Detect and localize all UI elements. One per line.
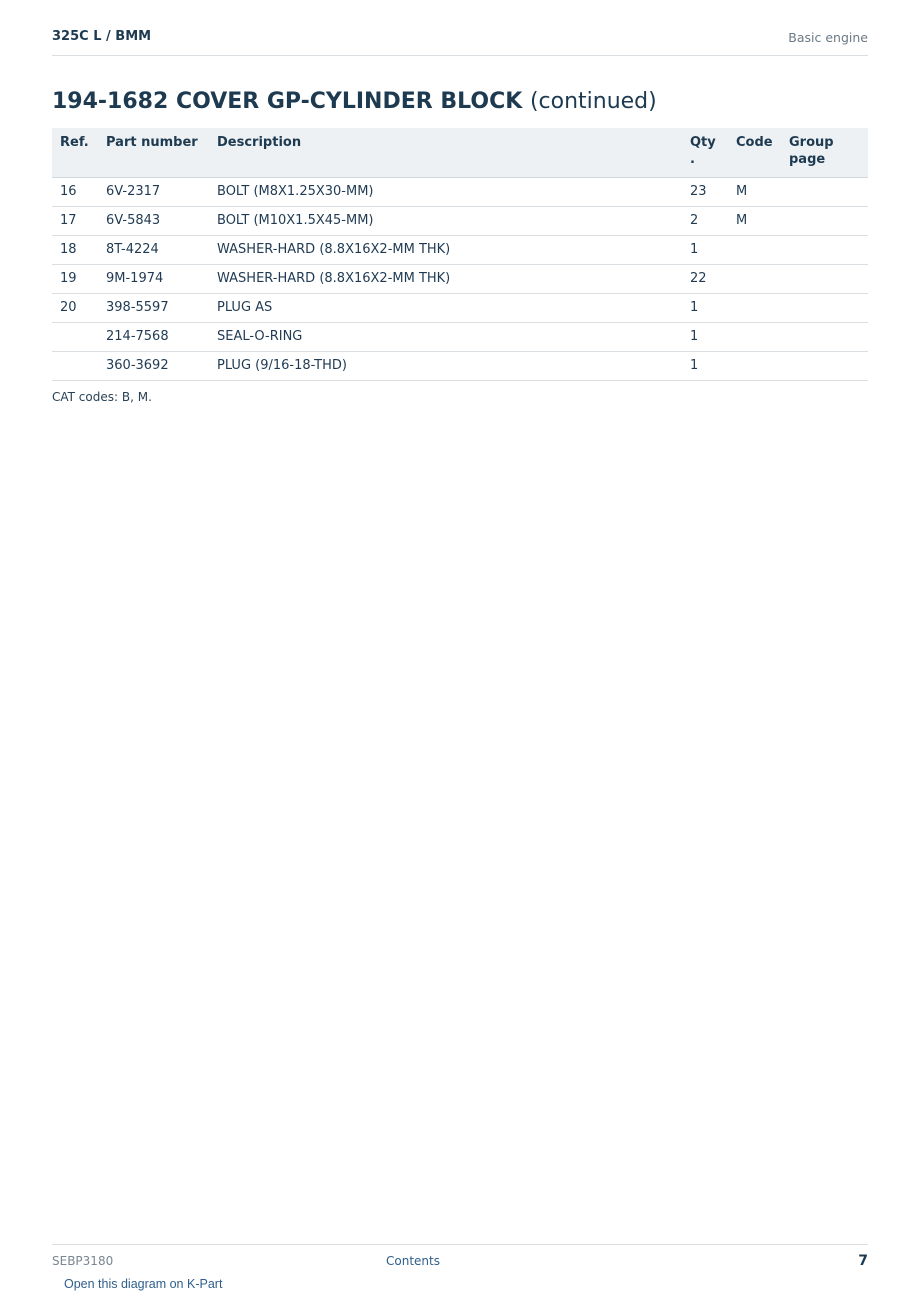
cell-description: PLUG (9/16-18-THD) — [209, 351, 682, 380]
col-part-number: Part number — [98, 128, 209, 177]
cell-qty: 1 — [682, 351, 728, 380]
title-suffix: (continued) — [529, 89, 657, 114]
col-description: Description — [209, 128, 682, 177]
table-row — [52, 264, 868, 293]
table-row — [52, 235, 868, 264]
cell-code — [728, 322, 781, 351]
cell-ref — [52, 351, 98, 380]
page-title — [52, 89, 657, 114]
cell-qty: 1 — [682, 322, 728, 351]
cell-qty: 1 — [682, 235, 728, 264]
cell-ref — [52, 322, 98, 351]
cell-part-number: 6V-2317 — [98, 177, 209, 206]
title-part: 194-1682 COVER GP-CYLINDER BLOCK — [52, 89, 523, 114]
cell-part-number: 214-7568 — [98, 322, 209, 351]
cell-group-page — [781, 322, 868, 351]
table-row — [52, 293, 868, 322]
page-number: 7 — [858, 1253, 868, 1269]
page-footer — [52, 1244, 868, 1274]
cell-group-page — [781, 235, 868, 264]
cell-code: M — [728, 177, 781, 206]
document-id: SEBP3180 — [52, 1254, 114, 1268]
table-row — [52, 206, 868, 235]
cell-group-page — [781, 206, 868, 235]
cell-part-number: 8T-4224 — [98, 235, 209, 264]
cell-ref: 17 — [52, 206, 98, 235]
cell-description: BOLT (M8X1.25X30-MM) — [209, 177, 682, 206]
cat-codes-note: CAT codes: B, M. — [52, 390, 152, 404]
cell-part-number: 398-5597 — [98, 293, 209, 322]
cell-part-number: 6V-5843 — [98, 206, 209, 235]
model-label: 325C L / BMM — [52, 29, 152, 44]
cell-ref: 20 — [52, 293, 98, 322]
cell-code — [728, 293, 781, 322]
contents-link[interactable]: Contents — [386, 1254, 440, 1268]
cell-qty: 22 — [682, 264, 728, 293]
page-header — [52, 28, 868, 56]
table-row — [52, 177, 868, 206]
cell-description: WASHER-HARD (8.8X16X2-MM THK) — [209, 235, 682, 264]
kpart-link[interactable]: Open this diagram on K-Part — [64, 1277, 223, 1291]
parts-table-body — [52, 177, 868, 380]
table-row — [52, 322, 868, 351]
cell-group-page — [781, 177, 868, 206]
cell-ref: 18 — [52, 235, 98, 264]
cell-part-number: 360-3692 — [98, 351, 209, 380]
cell-ref: 16 — [52, 177, 98, 206]
cell-code — [728, 351, 781, 380]
col-qty: Qty . — [682, 128, 728, 177]
cell-code — [728, 235, 781, 264]
cell-code — [728, 264, 781, 293]
cell-qty: 23 — [682, 177, 728, 206]
cell-qty: 2 — [682, 206, 728, 235]
cell-description: WASHER-HARD (8.8X16X2-MM THK) — [209, 264, 682, 293]
col-ref: Ref. — [52, 128, 98, 177]
cell-group-page — [781, 293, 868, 322]
col-code: Code — [728, 128, 781, 177]
cell-group-page — [781, 351, 868, 380]
cell-description: SEAL-O-RING — [209, 322, 682, 351]
cell-code: M — [728, 206, 781, 235]
table-row — [52, 351, 868, 380]
col-group-page: Group page — [781, 128, 868, 177]
cell-description: BOLT (M10X1.5X45-MM) — [209, 206, 682, 235]
parts-table — [52, 128, 868, 381]
cell-ref: 19 — [52, 264, 98, 293]
cell-part-number: 9M-1974 — [98, 264, 209, 293]
table-header-row — [52, 128, 868, 177]
cell-group-page — [781, 264, 868, 293]
cell-qty: 1 — [682, 293, 728, 322]
cell-description: PLUG AS — [209, 293, 682, 322]
section-label: Basic engine — [788, 30, 868, 45]
